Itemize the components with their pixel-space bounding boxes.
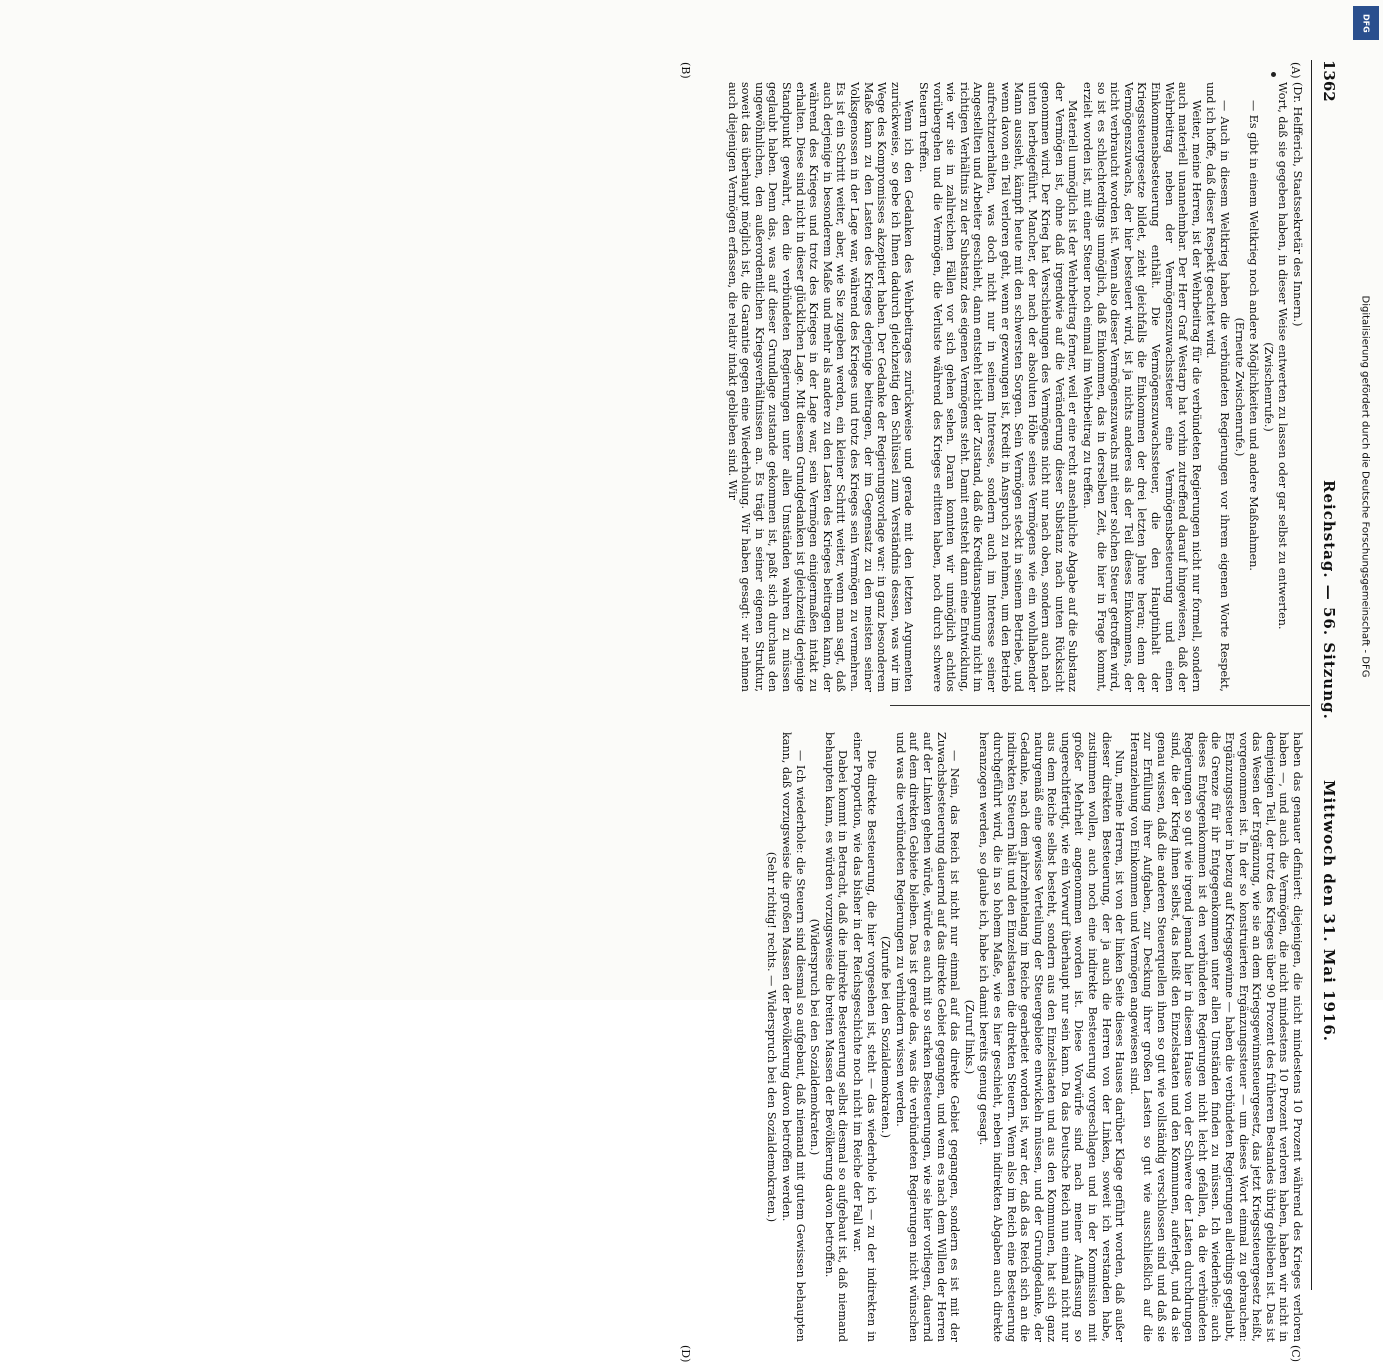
right-column	[764, 732, 1304, 1342]
paragraph: Nun, meine Herren, ist von der linken Seite dieses Hauses darüber Klage geführt worden, daß außer dieser direkten Besteuerung, der ja auch die Herren von der Linken, soweit ich verstanden habe, zustimmen wollen, auch noch eine indirekte Besteuerung vorgeschlagen und in der Kommission mit großer Mehrheit angenommen worden ist. Diese Vorwürfe sind nach meiner Auffassung so ungerechtfertigt, wie ein Vorwurf überhaupt nur sein kann. Da das Deutsche Reich nun einmal nicht nur aus dem Reiche selbst besteht, sondern aus den Einzelstaaten und aus den Kommunen, hat sich ganz naturgemäß eine gewisse Verteilung der Steuergebiete entwickeln müssen, und der Grundgedanke, der Gedanke, nach dem jahrzehntelang im Reiche gearbeitet worden ist, war der, daß das Reich sich an die indirekten Steuern hält und den Einzelstaaten die direkten Steuern. Wenn also im Reich eine Besteuerung durchgeführt wird, die in so hohem Maße, wie es hier geschieht, neben indirekten Abgaben auch direkte heranzogen werden, so glaube ich, habe ich damit bereits genug gesagt.	[977, 732, 1127, 1342]
session-date: Mittwoch den 31. Mai 1916.	[1320, 780, 1338, 1043]
interjection: (Widerspruch bei den Sozialdemokraten.)	[808, 918, 822, 1156]
page-header	[1312, 60, 1342, 1360]
interjection: (Zwischenrufe.)	[1261, 342, 1275, 432]
speaker-line: (Dr. Helfferich, Staatssekretär des Innern.)	[1291, 82, 1304, 327]
digitization-note-text: Digitalisierung gefördert durch die Deutsche Forschungsgemeinschaft - DFG	[1359, 295, 1371, 678]
interjection: (Erneute Zwischenrufe.)	[1232, 317, 1246, 457]
paragraph: Wenn ich den Gedanken des Wehrbeitrages zurückweise und gerade mit den letzten Argumenten zurückweise, so gebe ich Ihnen dadurch gleichzeitig den Schlüssel zum Verständnis dessen, was wir im Wege des Kompromisses akzeptiert haben. Der Gedanke der Regierungsvorlage war: in ganz besonderem Maße kann zu den Lasten des Krieges derjenige beitragen, der im Gegensatz zu den meisten seiner Volksgenossen in der Lage war, während des Krieges und trotz des Krieges sein Vermögen zu vermehren. Es ist ein Schritt weiter, aber, wie Sie zugeben werden, ein kleiner Schritt weiter, wenn man sagt, daß auch derjenige in besonderem Maße und mehr als andere zu den Lasten des Krieges beitragen kann, der während des Krieges und trotz des Krieges in der Lage war, sein Vermögen einigermaßen intakt zu erhalten. Diese sind nicht in dieser glücklichen Lage. Mit diesem Grundgedanken ist gleichzeitig derjenige Standpunkt gewahrt, den die verbündeten Regierungen unter allen Umständen wahren zu müssen geglaubt haben. Denn das, was auf dieser Grundlage zustande gekommen ist, paßt sich durchaus den ungewöhnlichen, den außerordentlichen Kriegsverhältnissen an. Es trägt in seiner eigenen Struktur, soweit das überhaupt möglich ist, die Garantie gegen eine Wiederholung. Wir haben gesagt: wir nehmen auch diejenigen Vermögen erfassen, die relativ intakt geblieben sind. Wir	[725, 82, 916, 692]
column-divider	[890, 705, 1310, 706]
ink-dot	[1271, 72, 1276, 77]
paragraph: Wort, daß sie gegeben haben, in dieser Weise entwerten zu lassen oder gar selbst zu entwerten.	[1276, 82, 1290, 630]
interjection: (Zurufe bei den Sozialdemokraten.)	[879, 936, 893, 1138]
left-column	[724, 82, 1304, 692]
margin-mark-a: (A)	[1289, 62, 1302, 79]
paragraph: — Ich wiederhole: die Steuern sind diesmal so aufgebaut, daß niemand mit gutem Gewissen behaupten kann, daß vorzugsweise die großen Massen der Bevölkerung davon betroffen werden.	[780, 732, 807, 1342]
paragraph: haben das genauer definiert: diejenigen, die nicht mindestens 10 Prozent während des Krieges verloren haben —, und auch die Vermögen, die nicht mindestens 10 Prozent verloren haben, haben wir nicht in demjenigen Teil, der trotz des Krieges über 90 Prozent des früheren Bestandes übrig geblieben ist. Das ist das Wesen der Ergänzung, wie sie an dem Kriegsgewinnsteuergesetz, das jetzt Kriegssteuergesetz heißt, vorgenommen ist. In der so konstruierten Ergänzungssteuer — um dieses Wort einmal zu gebrauchen: Ergänzungssteuer in bezug auf Kriegsgewinne — haben die verbündeten Regierungen allerdings geglaubt, die Grenze für ihr Entgegenkommen unter allen Umständen finden zu müssen. Ich wiederhole: auch dieses Entgegenkommen ist den verbündeten Regierungen nicht leicht gefallen, da die verbündeten Regierungen so gut wie irgend jemand hier in diesem Hause von der Schwere der Lasten durchdrungen sind, die der Krieg ihnen selbst, das heißt den Einzelstaaten und den Kommunen, auferlegt, und da sie genau wissen, daß die anderen Steuerquellen ihnen so gut wie vollständig verschlossen sind und daß sie zur Erfüllung ihrer Aufgaben, zur Deckung ihrer großen Lasten so gut wie ausschließlich auf die Heranziehung von Einkommen und Vermögen angewiesen sind.	[1127, 732, 1304, 1342]
interjection: (Zuruf links.)	[962, 999, 976, 1075]
paragraph: — Nein, das Reich ist nicht nur einmal auf das direkte Gebiet gegangen, sondern es ist mit der Zuwachsbesteuerung dauernd auf das direkte Gebiet gegangen, und wenn es nach dem Willen der Herren auf der Linken gehen würde, würde es auch mit so starken Besteuerungen, wie sie hier vorliegen, dauernd auf dem direkten Gebiete bleiben. Das ist gerade das, was die verbündeten Regierungen nicht wünschen und was die verbündeten Regierungen zu verhindern wissen werden.	[893, 732, 962, 1342]
paragraph: Materiell unmöglich ist der Wehrbeitrag ferner, weil er eine recht ansehnliche Abgabe auf die Substanz der Vermögen ist, ohne daß irgendwie auf die Veränderung dieser Substanz nach unten Rücksicht genommen wird. Der Krieg hat Verschiebungen des Vermögens nicht nur nach oben, sondern auch nach unten herbeigeführt. Mancher, der nach der absoluten Höhe seines Vermögens wie ein wohlhabender Mann aussieht, kämpft heute mit den schwersten Sorgen. Sein Vermögen steckt in seinem Betriebe, und wenn davon ein Teil verloren geht, wenn er gezwungen ist, Kredit in Anspruch zu nehmen, um den Betrieb aufrechtzuerhalten, was doch nicht nur in seinem Interesse, sondern auch im Interesse seiner Angestellten und Arbeiter geschieht, dann entsteht leicht der Zustand, daß die Kreditanspannung nicht im richtigen Verhältnis zu der Substanz des eigenen Vermögens steht. Damit entsteht dann eine Entwicklung, wie wir sie in zahlreichen Fällen vor sich gehen sehen. Daran konnten wir unmöglich achtlos vorübergehen und die Vermögen, die Verluste während des Krieges erlitten haben, noch durch schwere Steuern treffen.	[916, 82, 1080, 692]
rotated-page-content	[42, 60, 1342, 1362]
margin-mark-b: (B)	[679, 62, 692, 79]
paragraph: Dabei kommt in Betracht, daß die indirekte Besteuerung selbst diesmal so aufgebaut ist, daß niemand behaupten kann, es würden vorzugsweise die breiten Massen der Bevölkerung davon betroffen.	[822, 732, 850, 1342]
dfg-logo: DFG	[1353, 6, 1379, 40]
paragraph: Weiter, meine Herren, ist der Wehrbeitrag für die verbündeten Regierungen nicht nur formell, sondern auch materiell unannehmbar. Der Herr Graf Westarp hat vorhin zutreffend darauf hingewiesen, daß der Wehrbeitrag neben der Vermögenszuwachssteuer eine Vermögensbesteuerung und einen Einkommensbesteuerung enthält. Die Vermögenszuwachssteuer, die den Hauptinhalt der Kriegssteuergesetze bildet, zieht gleichfalls die Einkommen der drei letzten Jahre heran; denn der Vermögenszuwachs, der hier besteuert wird, ist ja nichts anderes als der Teil dieses Einkommens, der nicht verbraucht worden ist. Wenn also dieser Vermögenszuwachs mit einer solchen Steuer getroffen wird, so ist es schlechterdings unmöglich, daß Einkommen, das in derselben Zeit, die hier in Frage kommt, erzielt worden ist, mit einer Steuer noch einmal im Wehrbeitrag zu treffen.	[1081, 82, 1203, 692]
page-number: 1362	[1320, 60, 1338, 102]
header-rule	[1311, 60, 1312, 1290]
paragraph: — Auch in diesem Weltkrieg haben die verbündeten Regierungen vor ihrem eigenen Worte Respekt, und ich hoffe, daß dieser Respekt geachtet wird.	[1204, 82, 1232, 692]
margin-mark-d: (D)	[679, 1345, 692, 1362]
margin-mark-c: (C)	[1289, 1345, 1302, 1362]
paragraph: — Es gibt in einem Weltkrieg noch andere Möglichkeiten und andere Maßnahmen.	[1247, 100, 1261, 571]
session-title: Reichstag. — 56. Sitzung.	[1320, 480, 1338, 720]
digitization-note	[1355, 295, 1371, 960]
paragraph: Die direkte Besteuerung, die hier vorgesehen ist, steht — das wiederhole ich — zu der indirekten in einer Proportion, wie das bisher in der Reichsgeschichte noch nicht im Reiche der Fall war.	[851, 732, 878, 1342]
interjection: (Sehr richtig! rechts. — Widerspruch bei den Sozialdemokraten.)	[765, 851, 779, 1223]
